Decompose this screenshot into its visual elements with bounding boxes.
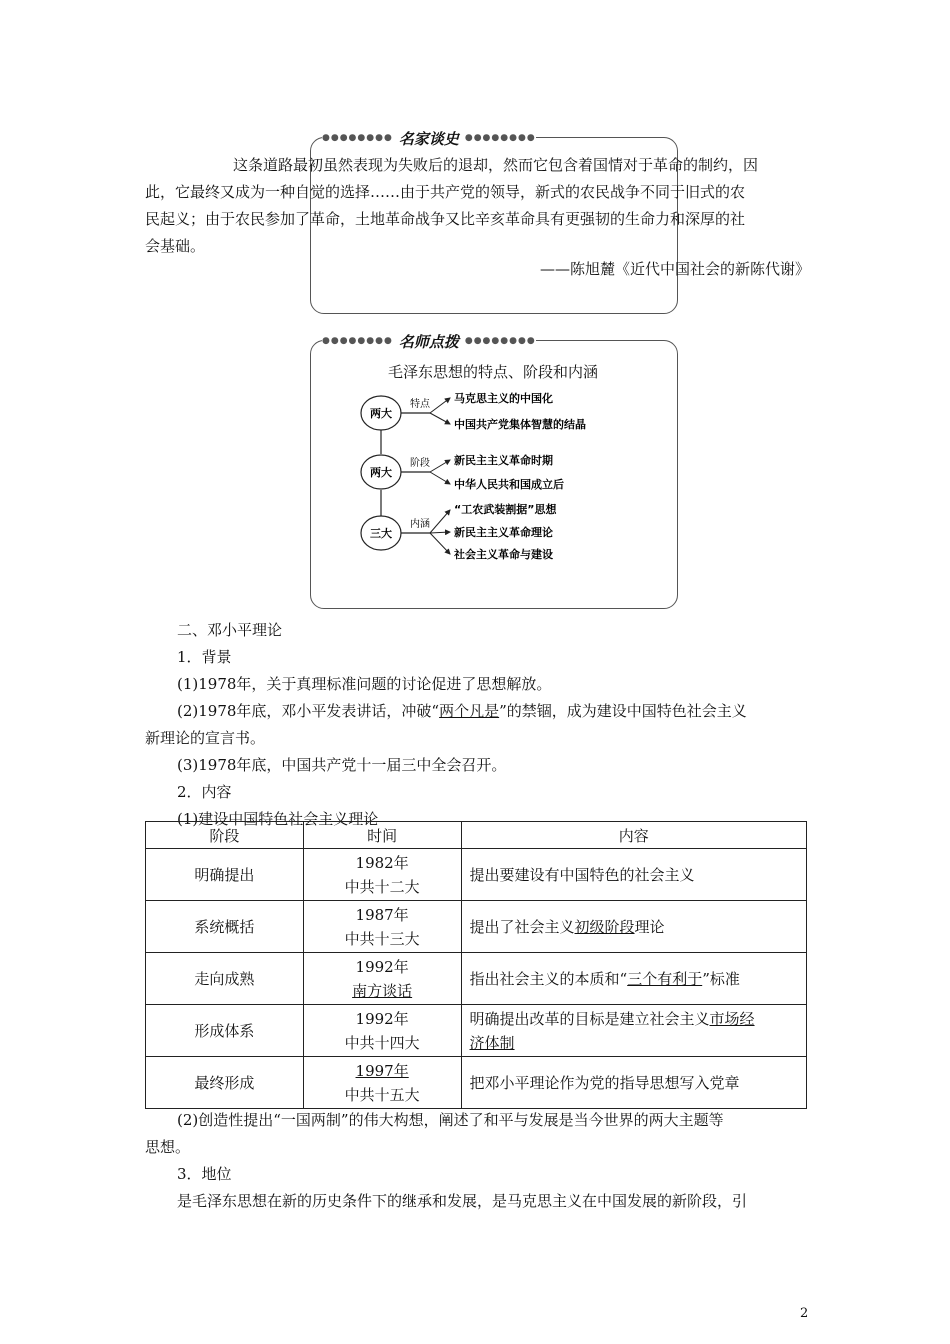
table-row [146, 849, 807, 901]
text-run: 济体制 [469, 1033, 515, 1052]
decorative-dots-icon: ●●●●●●●● [464, 133, 536, 143]
table-header-cell: 内容 [461, 822, 806, 849]
table-row [146, 901, 807, 953]
tip-box-title: 名师点拨 [398, 332, 459, 351]
text-run: 明确提出改革的目标是建立社会主义 [469, 1009, 710, 1028]
quote-line: 此，它最终又成为一种自觉的选择……由于共产党的领导，新式的农民战争不同于旧式的农 [145, 183, 746, 201]
mind-map-item: 中国共产党集体智慧的结晶 [454, 418, 586, 431]
time-cell [303, 1057, 461, 1109]
stage-cell: 形成体系 [146, 1005, 304, 1057]
underlined-keyword-continued [470, 1034, 515, 1052]
content-title: 2．内容 [177, 783, 232, 801]
deng-theory-table [145, 821, 807, 1109]
meeting: 中共十五大 [344, 1085, 420, 1104]
stage-cell: 系统概括 [146, 901, 304, 953]
table-row [146, 1005, 807, 1057]
quote-text [145, 152, 807, 260]
time-cell [303, 953, 461, 1005]
time-cell [303, 849, 461, 901]
text-run: 提出了社会主义 [469, 918, 575, 936]
quote-source: ——陈旭麓《近代中国社会的新陈代谢》 [539, 260, 810, 278]
content-cell [461, 1005, 806, 1057]
underlined-keyword: 初级阶段 [574, 918, 635, 936]
year-underlined: 1997年 [355, 1061, 409, 1080]
background-item-continued: 新理论的宣言书。 [145, 729, 266, 747]
text-run: 把邓小平理论作为党的指导思想写入党章 [469, 1074, 740, 1092]
background-title: 1．背景 [177, 648, 232, 666]
quote-line: 会基础。 [145, 237, 206, 255]
stage-cell: 走向成熟 [146, 953, 304, 1005]
underlined-keyword: 市场经 [709, 1009, 755, 1028]
content-cell [461, 953, 806, 1005]
tip-heading: 毛泽东思想的特点、阶段和内涵 [387, 363, 598, 381]
mind-map-item: “工农武装割据”思想 [454, 503, 557, 516]
text-run: (2)1978年底，邓小平发表讲话，冲破“ [177, 702, 440, 720]
quote-line: 民起义；由于农民参加了革命，土地革命战争又比辛亥革命具有更强韧的生命力和深厚的社 [145, 210, 746, 228]
section-heading: 二、邓小平理论 [177, 621, 283, 639]
decorative-dots-icon: ●●●●●●●● [322, 336, 393, 346]
content-cell [461, 849, 806, 901]
stage-cell: 明确提出 [146, 849, 304, 901]
background-item: (1)1978年，关于真理标准问题的讨论促进了思想解放。 [177, 675, 552, 693]
year: 1992年 [355, 957, 409, 976]
quote-line: 这条道路最初虽然表现为失败后的退却，然而它包含着国情对于革命的制约，因 [233, 156, 759, 174]
mind-map-circle-label: 两大 [370, 407, 392, 420]
text-run: ”的禁锢，成为建设中国特色社会主义 [499, 702, 747, 720]
underlined-keyword: 三个有利于 [627, 970, 703, 988]
year: 1982年 [355, 853, 409, 872]
mind-map-circle-label: 两大 [370, 466, 392, 479]
meeting-underlined: 南方谈话 [352, 981, 413, 1000]
meeting: 中共十二大 [344, 877, 420, 896]
content-subtitle: (1)建设中国特色社会主义理论 [177, 810, 379, 828]
text-run: 理论 [634, 918, 665, 936]
content-cell [461, 901, 806, 953]
mind-map-branch-label: 特点 [410, 399, 430, 410]
content-cell [461, 1057, 806, 1109]
underlined-keyword: 两个凡是 [439, 702, 500, 720]
text-run: ”标准 [702, 970, 740, 988]
year: 1987年 [355, 905, 409, 924]
content-item: (2)创造性提出“一国两制”的伟大构想，阐述了和平与发展是当今世界的两大主题等 [177, 1111, 724, 1129]
background-item [145, 698, 807, 725]
mind-map-item: 新民主主义革命理论 [454, 526, 553, 539]
content-item-continued: 思想。 [145, 1138, 191, 1156]
table-row [146, 953, 807, 1005]
mind-map-circle-label: 三大 [370, 527, 392, 540]
mind-map-item: 社会主义革命与建设 [454, 548, 553, 561]
background-item: (3)1978年底，中国共产党十一届三中全会召开。 [177, 756, 507, 774]
mao-thought-mind-map [340, 388, 640, 568]
stage-cell: 最终形成 [146, 1057, 304, 1109]
after-table-body [145, 1107, 807, 1215]
time-cell [303, 901, 461, 953]
page-number: 2 [800, 1306, 809, 1321]
mind-map-branch-label: 内涵 [410, 519, 430, 530]
meeting: 中共十三大 [344, 929, 420, 948]
table-header-row [146, 822, 807, 849]
text-run: 指出社会主义的本质和“ [469, 970, 628, 988]
decorative-dots-icon: ●●●●●●●● [464, 336, 536, 346]
mind-map-item: 新民主主义革命时期 [454, 454, 553, 467]
tip-box-title-bar [322, 330, 536, 352]
table-row [146, 1057, 807, 1109]
table-header-cell: 阶段 [146, 822, 304, 849]
year: 1992年 [355, 1009, 409, 1028]
meeting: 中共十四大 [344, 1033, 420, 1052]
time-cell [303, 1005, 461, 1057]
status-title: 3．地位 [177, 1165, 232, 1183]
section-body [145, 617, 807, 833]
quote-box-title: 名家谈史 [398, 129, 459, 148]
mind-map-item: 中华人民共和国成立后 [454, 478, 564, 491]
quote-box-title-bar [322, 127, 536, 149]
table-header-cell: 时间 [303, 822, 461, 849]
mind-map-branch-label: 阶段 [410, 458, 430, 469]
mind-map-item: 马克思主义的中国化 [454, 392, 553, 405]
decorative-dots-icon: ●●●●●●●● [322, 133, 393, 143]
text-run: 提出要建设有中国特色的社会主义 [469, 866, 695, 884]
status-text: 是毛泽东思想在新的历史条件下的继承和发展，是马克思主义在中国发展的新阶段，引 [177, 1192, 748, 1210]
